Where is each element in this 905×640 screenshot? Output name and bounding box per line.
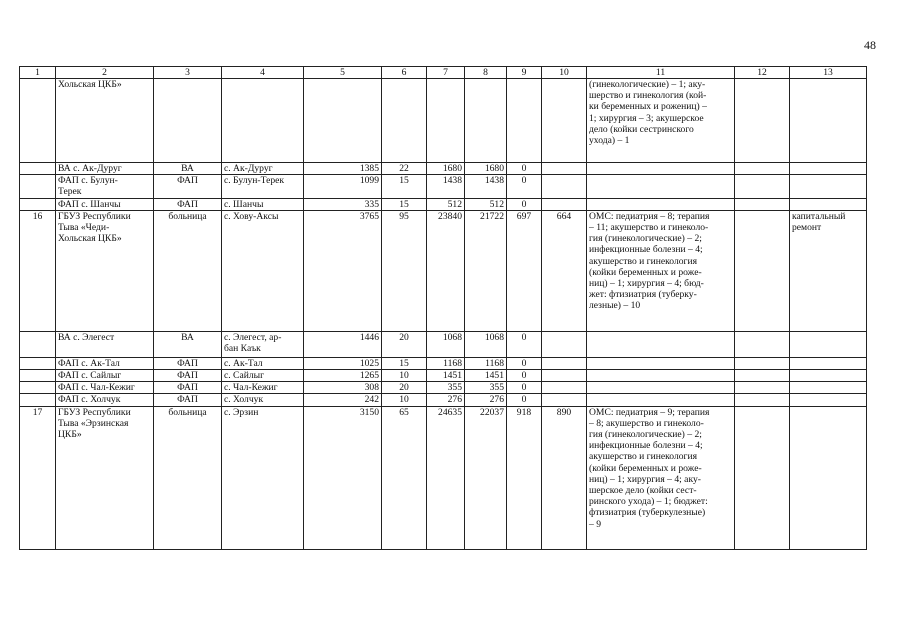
table-cell [587, 163, 735, 175]
table-cell: ФАП [154, 382, 222, 394]
table-cell: ФАП [154, 198, 222, 210]
table-cell: ФАП с. Булун- Терек [56, 175, 154, 198]
table-row [20, 357, 867, 369]
table-cell: с. Булун-Терек [222, 175, 304, 198]
table-cell: 0 [507, 163, 542, 175]
table-cell: 335 [304, 198, 382, 210]
table-cell [542, 357, 587, 369]
table-cell: 22037 [465, 406, 507, 549]
table-cell: ФАП с. Ак-Тал [56, 357, 154, 369]
table-cell [542, 370, 587, 382]
header-cell-10: 10 [542, 67, 587, 79]
table-cell: 512 [427, 198, 465, 210]
table-cell [427, 79, 465, 163]
table-cell: 918 [507, 406, 542, 549]
table-cell: с. Эрзин [222, 406, 304, 549]
table-cell [20, 175, 56, 198]
table-cell: 17 [20, 406, 56, 549]
table-cell: 1099 [304, 175, 382, 198]
table-cell: 1438 [465, 175, 507, 198]
table-cell [735, 382, 790, 394]
table-cell: 15 [382, 175, 427, 198]
table-cell: больница [154, 210, 222, 331]
table-cell [20, 394, 56, 406]
table-cell [790, 175, 867, 198]
table-cell: 3765 [304, 210, 382, 331]
table-row [20, 175, 867, 198]
table-cell: с. Шанчы [222, 198, 304, 210]
table-cell: ФАП с. Сайлыг [56, 370, 154, 382]
table-cell: 23840 [427, 210, 465, 331]
table-cell: с. Элегест, ар- бан Каък [222, 331, 304, 357]
table-cell [20, 198, 56, 210]
table-cell: 0 [507, 357, 542, 369]
table-cell: 512 [465, 198, 507, 210]
table-cell: 1438 [427, 175, 465, 198]
table-cell [587, 357, 735, 369]
table-cell: с. Ак-Тал [222, 357, 304, 369]
table-cell: ФАП [154, 370, 222, 382]
table-row [20, 163, 867, 175]
table-cell: 65 [382, 406, 427, 549]
table-cell: с. Сайлыг [222, 370, 304, 382]
table-cell: 1068 [427, 331, 465, 357]
table-cell: с. Чал-Кежиг [222, 382, 304, 394]
table-cell: 0 [507, 394, 542, 406]
table-cell [542, 198, 587, 210]
table-row [20, 331, 867, 357]
table-cell [735, 394, 790, 406]
header-cell-12: 12 [735, 67, 790, 79]
header-row [20, 67, 867, 79]
table-cell: 1068 [465, 331, 507, 357]
table-cell: 16 [20, 210, 56, 331]
table-row [20, 394, 867, 406]
table-cell: ВА с. Элегест [56, 331, 154, 357]
table-cell [735, 175, 790, 198]
table-cell: 355 [427, 382, 465, 394]
table-cell [20, 79, 56, 163]
table-cell: 664 [542, 210, 587, 331]
header-cell-2: 2 [56, 67, 154, 79]
table-cell [790, 406, 867, 549]
table-cell: с. Холчук [222, 394, 304, 406]
table-cell: 0 [507, 382, 542, 394]
table-cell: ФАП [154, 175, 222, 198]
table-cell: 1680 [427, 163, 465, 175]
table-cell: 1265 [304, 370, 382, 382]
table-cell: (гинекологические) – 1; аку- шерство и гинекология (кой- ки беременных и рожениц) – 1; хирургия – 3; акушерское дело (койки сестринского ухода) – 1 [587, 79, 735, 163]
table-cell: 10 [382, 370, 427, 382]
table-row [20, 406, 867, 549]
table-cell: 276 [427, 394, 465, 406]
header-cell-11: 11 [587, 67, 735, 79]
header-cell-1: 1 [20, 67, 56, 79]
table-cell: 1680 [465, 163, 507, 175]
table-cell [542, 331, 587, 357]
table-cell [382, 79, 427, 163]
table-cell [587, 198, 735, 210]
table-cell: 0 [507, 175, 542, 198]
table-cell: 0 [507, 331, 542, 357]
table-cell [20, 163, 56, 175]
table-cell: 24635 [427, 406, 465, 549]
table-cell [735, 210, 790, 331]
header-cell-4: 4 [222, 67, 304, 79]
page-number: 48 [864, 38, 876, 52]
table-cell [542, 163, 587, 175]
table-cell: ВА с. Ак-Дуруг [56, 163, 154, 175]
table-cell [735, 370, 790, 382]
table-cell: 242 [304, 394, 382, 406]
table-cell: 697 [507, 210, 542, 331]
header-cell-8: 8 [465, 67, 507, 79]
table-cell: 1446 [304, 331, 382, 357]
table-cell: 22 [382, 163, 427, 175]
table-cell: ФАП [154, 357, 222, 369]
table-cell [735, 163, 790, 175]
table-cell: 15 [382, 357, 427, 369]
table-cell: 355 [465, 382, 507, 394]
table-cell: 3150 [304, 406, 382, 549]
table-cell: 308 [304, 382, 382, 394]
hospital-table [19, 66, 867, 550]
table-cell: ОМС: педиатрия – 9; терапия – 8; акушерство и гинеколо- гия (гинекологические) – 2; инфекционные болезни – 4; акушерство и гинекология (койки беременных и роже- ниц) – 1; хирургия – 4; аку- шерское дело (койки сест- ринского ухода) – 1; бюджет: фтизиатрия (туберкулезные) – 9 [587, 406, 735, 549]
table-cell: ФАП с. Чал-Кежиг [56, 382, 154, 394]
table-cell [790, 198, 867, 210]
table-cell: Хольская ЦКБ» [56, 79, 154, 163]
table-cell [790, 163, 867, 175]
header-cell-13: 13 [790, 67, 867, 79]
table-cell: ФАП [154, 394, 222, 406]
table-row [20, 210, 867, 331]
table-cell: 1451 [427, 370, 465, 382]
table-cell: капитальный ремонт [790, 210, 867, 331]
table-cell [542, 79, 587, 163]
table-row [20, 370, 867, 382]
table-cell [790, 370, 867, 382]
table-cell [735, 198, 790, 210]
table-cell [587, 175, 735, 198]
header-cell-5: 5 [304, 67, 382, 79]
table-cell: ВА [154, 163, 222, 175]
table-cell [222, 79, 304, 163]
table-cell: 276 [465, 394, 507, 406]
table-cell: ФАП с. Шанчы [56, 198, 154, 210]
table-cell: 0 [507, 198, 542, 210]
table-cell: с. Ак-Дуруг [222, 163, 304, 175]
table-cell: с. Хову-Аксы [222, 210, 304, 331]
table-cell: 1385 [304, 163, 382, 175]
table-cell [790, 382, 867, 394]
table-cell [542, 394, 587, 406]
table-cell [790, 331, 867, 357]
table-cell: ГБУЗ Республики Тыва «Чеди- Хольская ЦКБ» [56, 210, 154, 331]
table-cell [587, 382, 735, 394]
table-cell: 20 [382, 382, 427, 394]
table-cell [790, 357, 867, 369]
table-cell [304, 79, 382, 163]
table-cell: 0 [507, 370, 542, 382]
table-cell: 1451 [465, 370, 507, 382]
table-cell [735, 331, 790, 357]
table-cell: 21722 [465, 210, 507, 331]
header-cell-9: 9 [507, 67, 542, 79]
table-cell [735, 357, 790, 369]
table-cell [542, 175, 587, 198]
table-row [20, 198, 867, 210]
table-cell [465, 79, 507, 163]
table-cell [154, 79, 222, 163]
table-cell: 20 [382, 331, 427, 357]
table-cell: больница [154, 406, 222, 549]
table-cell [587, 394, 735, 406]
table-cell [20, 331, 56, 357]
table-cell: 890 [542, 406, 587, 549]
table-cell [20, 370, 56, 382]
table-cell: 15 [382, 198, 427, 210]
table-cell: 95 [382, 210, 427, 331]
table-cell: ОМС: педиатрия – 8; терапия – 11; акушерство и гинеколо- гия (гинекологические) – 2; инфекционные болезни – 4; акушерство и гинекология (койки беременных и роже- ниц) – 1; хирургия – 4; бюд- жет: фтизиатрия (туберку- лезные) – 10 [587, 210, 735, 331]
table-cell: 1168 [427, 357, 465, 369]
table-cell: 10 [382, 394, 427, 406]
table-cell [587, 370, 735, 382]
table-cell [20, 357, 56, 369]
table-row [20, 79, 867, 163]
table-cell: ФАП с. Холчук [56, 394, 154, 406]
table-cell [20, 382, 56, 394]
table-cell [507, 79, 542, 163]
table-cell [735, 406, 790, 549]
table-cell: 1025 [304, 357, 382, 369]
header-cell-3: 3 [154, 67, 222, 79]
table-row [20, 382, 867, 394]
table-cell [735, 79, 790, 163]
table-cell [587, 331, 735, 357]
table-cell: ГБУЗ Республики Тыва «Эрзинская ЦКБ» [56, 406, 154, 549]
table-cell [790, 79, 867, 163]
table-cell [790, 394, 867, 406]
table-cell: ВА [154, 331, 222, 357]
table-cell [542, 382, 587, 394]
table-cell: 1168 [465, 357, 507, 369]
header-cell-7: 7 [427, 67, 465, 79]
header-cell-6: 6 [382, 67, 427, 79]
